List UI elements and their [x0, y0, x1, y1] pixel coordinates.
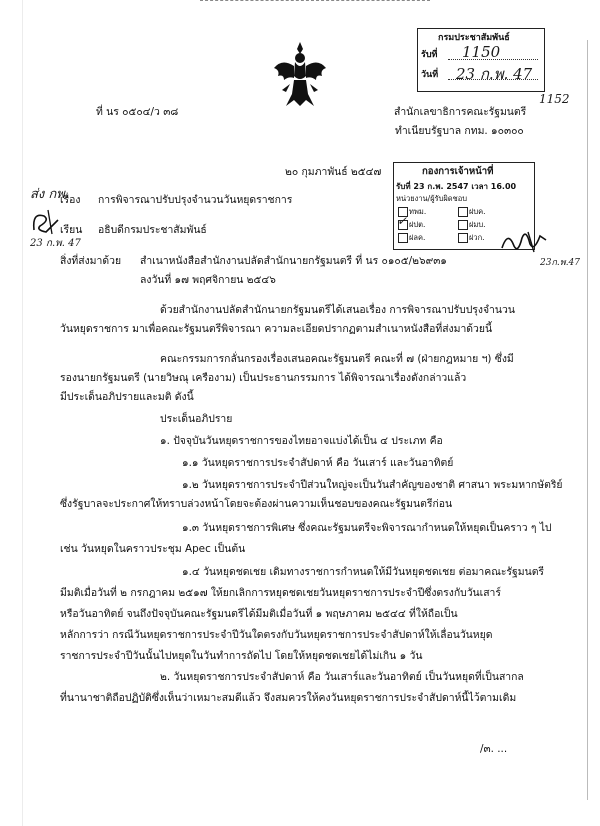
continued-marker: /๓. ...	[480, 743, 508, 755]
checkbox	[458, 207, 468, 217]
checkbox-label: ฝบค.	[469, 207, 486, 216]
checkbox	[458, 233, 468, 243]
checkbox-label: ฝวก.	[469, 233, 485, 242]
body-line: ด้วยสำนักงานปลัดสำนักนายกรัฐมนตรีได้เสนอเรื่อง การพิจารณาปรับปรุงจำนวน	[160, 304, 515, 316]
garuda-emblem-icon	[272, 40, 328, 108]
receipt-stamp-no-value: 1150	[462, 43, 501, 61]
discussion-heading: ประเด็นอภิปราย	[160, 413, 233, 425]
handwritten-stamp-date: 23ก.พ.47	[540, 258, 581, 268]
receipt-stamp-line	[448, 59, 538, 60]
body-line: หลักการว่า กรณีวันหยุดราชการประจำปีวันใดตรงกับวันหยุดราชการประจำสัปดาห์ให้เลื่อนวันหยุด	[60, 629, 493, 641]
body-line: ๑.๒ วันหยุดราชการประจำปีส่วนใหญ่จะเป็นวันสำคัญของชาติ ศาสนา พระมหากษัตริย์	[182, 479, 563, 491]
checkbox-label: ฝลค.	[409, 233, 426, 242]
body-line: เช่น วันหยุดในคราวประชุม Apec เป็นต้น	[60, 543, 246, 555]
body-line: หรือวันอาทิตย์ จนถึงปัจจุบันคณะรัฐมนตรีได้มีมติเมื่อวันที่ ๑ พฤษภาคม ๒๕๔๔ ที่ให้ถือเป็น	[60, 608, 458, 620]
attachment-label: สิ่งที่ส่งมาด้วย	[60, 255, 122, 267]
subject-text: การพิจารณาปรับปรุงจำนวนวันหยุดราชการ	[98, 194, 293, 206]
body-line: ที่นานาชาติถือปฏิบัติซึ่งเห็นว่าเหมาะสมดีแล้ว จึงสมควรให้คงวันหยุดราชการประจำสัปดาห์นี้ไว้ตามเดิม	[60, 692, 517, 704]
scan-artifact-top	[200, 0, 430, 5]
body-line: ซึ่งรัฐบาลจะประกาศให้ทราบล่วงหน้าโดยจะต้องผ่านความเห็นชอบของคณะรัฐมนตรีก่อน	[60, 498, 453, 510]
handwritten-corner-number: 1152	[539, 92, 570, 106]
body-line: คณะกรรมการกลั่นกรองเรื่องเสนอคณะรัฐมนตรี คณะที่ ๗ (ฝ่ายกฎหมาย ฯ) ซึ่งมี	[160, 353, 514, 365]
to-text: อธิบดีกรมประชาสัมพันธ์	[98, 224, 207, 236]
handwritten-margin-date: 23 ก.พ. 47	[30, 238, 81, 249]
scan-edge-left	[22, 0, 23, 826]
body-line: ๑. ปัจจุบันวันหยุดราชการของไทยอาจแบ่งได้เป็น ๔ ประเภท คือ	[160, 435, 443, 447]
checkbox	[458, 220, 468, 230]
body-line: มีมติเมื่อวันที่ ๒ กรกฎาคม ๒๕๑๗ ให้ยกเลิกการหยุดชดเชยวันหยุดราชการประจำปีซึ่งตรงกับวันเสาร์	[60, 587, 501, 599]
body-line: ๑.๑ วันหยุดราชการประจำสัปดาห์ คือ วันเสาร์ และวันอาทิตย์	[182, 457, 454, 469]
checkbox-label: ฝมบ.	[469, 220, 486, 229]
body-line: วันหยุดราชการ มาเพื่อคณะรัฐมนตรีพิจารณา ความละเอียดปรากฏตามสำเนาหนังสือที่ส่งมาด้วยนี้	[60, 323, 493, 335]
check-mark-icon: ✓	[397, 214, 408, 228]
scan-edge-right	[587, 40, 588, 800]
checkbox-label: ฝปต.	[409, 220, 426, 229]
body-line: ๑.๔ วันหยุดชดเชย เดิมทางราชการกำหนดให้มีวันหยุดชดเชย ต่อมาคณะรัฐมนตรี	[182, 566, 545, 578]
receipt-stamp-header: กรมประชาสัมพันธ์	[438, 33, 510, 43]
handwritten-margin-note: ส่ง กพ.	[30, 187, 69, 202]
receipt-stamp-line	[448, 79, 538, 80]
document-date: ๒๐ กุมภาพันธ์ ๒๕๔๗	[285, 166, 382, 178]
issuing-office: สำนักเลขาธิการคณะรัฐมนตรี	[394, 106, 527, 118]
issuing-office-address: ทำเนียบรัฐบาล กทม. ๑๐๓๐๐	[395, 125, 524, 137]
office-stamp-header: กองการเจ้าหน้าที่	[422, 166, 494, 177]
subject-label: เรื่อง	[60, 194, 81, 206]
office-stamp-unit-label: หน่วยงาน/ผู้รับผิดชอบ	[396, 194, 468, 203]
receipt-stamp-date-value: 23 ก.พ. 47	[456, 65, 533, 83]
body-line: ๑.๓ วันหยุดราชการพิเศษ ซึ่งคณะรัฐมนตรีจะพิจารณากำหนดให้หยุดเป็นคราว ๆ ไป	[182, 522, 552, 534]
checkbox-label: ทพม.	[409, 207, 427, 216]
body-line: ราชการประจำปีวันนั้นไปหยุดในวันทำการถัดไป โดยให้หยุดชดเชยได้ไม่เกิน ๑ วัน	[60, 650, 423, 662]
signature-scribble	[498, 226, 550, 256]
office-stamp-received: รับที่ 23 ก.พ. 2547 เวลา 16.00	[396, 182, 517, 191]
receipt-stamp-date-label: วันที่	[421, 70, 439, 80]
attachment-line-2: ลงวันที่ ๑๗ พฤศจิกายน ๒๕๔๖	[140, 274, 276, 286]
to-label: เรียน	[60, 224, 83, 236]
body-line: มีประเด็นอภิปรายและมติ ดังนี้	[60, 391, 194, 403]
checkbox	[398, 233, 408, 243]
document-number: ที่ นร ๐๕๐๔/ว ๓๘	[96, 106, 179, 118]
body-line: รองนายกรัฐมนตรี (นายวิษณุ เครืองาม) เป็นประธานกรรมการ ได้พิจารณาเรื่องดังกล่าวแล้ว	[60, 372, 467, 384]
body-line: ๒. วันหยุดราชการประจำสัปดาห์ คือ วันเสาร์และวันอาทิตย์ เป็นวันหยุดที่เป็นสากล	[160, 671, 524, 683]
receipt-stamp-no-label: รับที่	[421, 50, 438, 60]
attachment-line-1: สำเนาหนังสือสำนักงานปลัดสำนักนายกรัฐมนตรี ที่ นร ๐๑๐๕/๒๖๙๓๑	[140, 255, 447, 267]
receipt-stamp	[417, 28, 545, 92]
